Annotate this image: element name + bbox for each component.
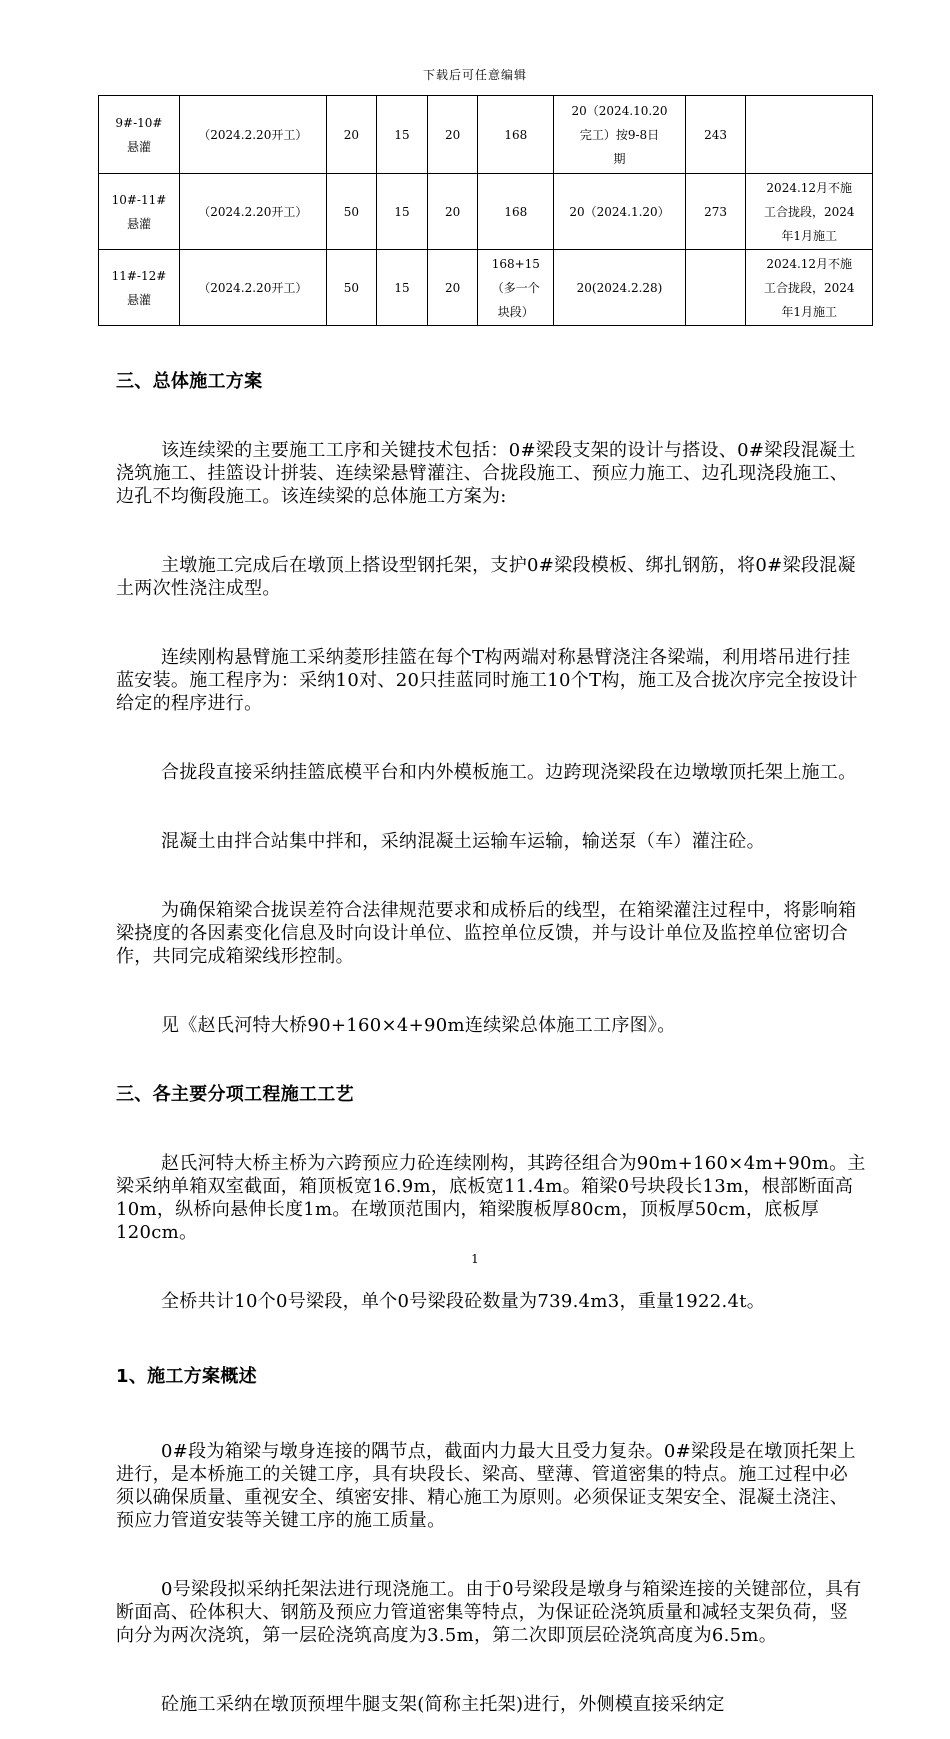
- table-cell: 168: [478, 96, 554, 174]
- table-cell: 20（2024.1.20）: [554, 174, 686, 250]
- paragraph: 为确保箱梁合拢误差符合法律规范要求和成桥后的线型，在箱梁灌注过程中，将影响箱梁挠度的各因素变化信息及时向设计单位、监控单位反馈，并与设计单位及监控单位密切合作，共同完成箱梁线形控制。: [116, 900, 857, 967]
- table-row: [99, 174, 873, 250]
- table-cell: 50: [326, 250, 377, 326]
- paragraph: 混凝土由拌合站集中拌和，采纳混凝土运输车运输，输送泵（车）灌注砼。: [161, 831, 765, 852]
- table-cell: 15: [377, 96, 428, 174]
- table-cell: 20: [326, 96, 377, 174]
- paragraph: 见《赵氏河特大桥90+160×4+90m连续梁总体施工工序图》。: [161, 1015, 676, 1036]
- table-cell: 168: [478, 174, 554, 250]
- paragraph: 砼施工采纳在墩顶预埋牛腿支架(简称主托架)进行，外侧模直接采纳定: [161, 1694, 725, 1715]
- table-cell: （2024.2.20开工）: [179, 174, 326, 250]
- paragraph: 赵氏河特大桥主桥为六跨预应力砼连续刚构，其跨径组合为90m+160×4m+90m。主梁采纳单箱双室截面，箱顶板宽16.9m，底板宽11.4m。箱梁0号块段长13m，根部断面高10m，纵桥向悬伸长度1m。在墩顶范围内，箱梁腹板厚80cm，顶板厚50cm，底板厚120cm。: [116, 1153, 866, 1243]
- table-cell: [746, 96, 873, 174]
- table-cell: 9#-10# 悬灌: [99, 96, 180, 174]
- table-cell: 168+15 （多一个 块段）: [478, 250, 554, 326]
- paragraph: 0#段为箱梁与墩身连接的隅节点，截面内力最大且受力复杂。0#梁段是在墩顶托架上进行，是本桥施工的关键工序，具有块段长、梁高、壁薄、管道密集的特点。施工过程中必须以确保质量、重视安全、缜密安排、精心施工为原则。必须保证支架安全、混凝土浇注、预应力管道安装等关键工序的施工质量。: [116, 1441, 856, 1531]
- table-cell: 2024.12月不施 工合拢段，2024 年1月施工: [746, 174, 873, 250]
- section-heading: 三、各主要分项工程施工工艺: [116, 1084, 354, 1105]
- paragraph: 连续刚构悬臂施工采纳菱形挂篮在每个T构两端对称悬臂浇注各梁端，利用塔吊进行挂蓝安装。施工程序为：采纳10对、20只挂蓝同时施工10个T构，施工及合拢次序完全按设计给定的程序进行。: [116, 647, 858, 714]
- section-overall-plan: [116, 324, 866, 1739]
- header-note: 下载后可任意编辑: [422, 68, 527, 82]
- table-cell: 20: [427, 174, 478, 250]
- page-number: 1: [471, 1252, 479, 1266]
- table-cell: 20（2024.10.20 完工）按9-8日 期: [554, 96, 686, 174]
- table-cell: 11#-12# 悬灌: [99, 250, 180, 326]
- schedule-table: [98, 95, 873, 326]
- table-row: [99, 96, 873, 174]
- table-cell: 10#-11# 悬灌: [99, 174, 180, 250]
- paragraph: 合拢段直接采纳挂篮底模平台和内外模板施工。边跨现浇梁段在边墩墩顶托架上施工。: [161, 762, 857, 783]
- paragraph: 0号梁段拟采纳托架法进行现浇施工。由于0号梁段是墩身与箱梁连接的关键部位，具有断面高、砼体积大、钢筋及预应力管道密集等特点，为保证砼浇筑质量和减轻支架负荷，竖向分为两次浇筑，第一层砼浇筑高度为3.5m，第二次即顶层砼浇筑高度为6.5m。: [116, 1579, 862, 1646]
- paragraph: 主墩施工完成后在墩顶上搭设型钢托架，支护0#梁段模板、绑扎钢筋，将0#梁段混凝土两次性浇注成型。: [116, 555, 856, 599]
- paragraph: 该连续梁的主要施工工序和关键技术包括：0#梁段支架的设计与搭设、0#梁段混凝土浇筑施工、挂篮设计拼装、连续梁悬臂灌注、合拢段施工、预应力施工、边孔现浇段施工、边孔不均衡段施工。该连续梁的总体施工方案为:: [116, 440, 856, 507]
- table-cell: 273: [685, 174, 746, 250]
- table-cell: （2024.2.20开工）: [179, 250, 326, 326]
- section-heading: 三、总体施工方案: [116, 371, 263, 392]
- table-cell: （2024.2.20开工）: [179, 96, 326, 174]
- table-cell: 50: [326, 174, 377, 250]
- table-cell: 15: [377, 250, 428, 326]
- table-cell: 20: [427, 250, 478, 326]
- table-cell: 20(2024.2.28): [554, 250, 686, 326]
- table-cell: 2024.12月不施 工合拢段，2024 年1月施工: [746, 250, 873, 326]
- table-cell: 20: [427, 96, 478, 174]
- table-cell: 243: [685, 96, 746, 174]
- table-row: [99, 250, 873, 326]
- paragraph: 全桥共计10个0号梁段，单个0号梁段砼数量为739.4m3，重量1922.4t。: [161, 1291, 766, 1312]
- table-cell: [685, 250, 746, 326]
- section-heading: 1、施工方案概述: [116, 1366, 257, 1387]
- table-cell: 15: [377, 174, 428, 250]
